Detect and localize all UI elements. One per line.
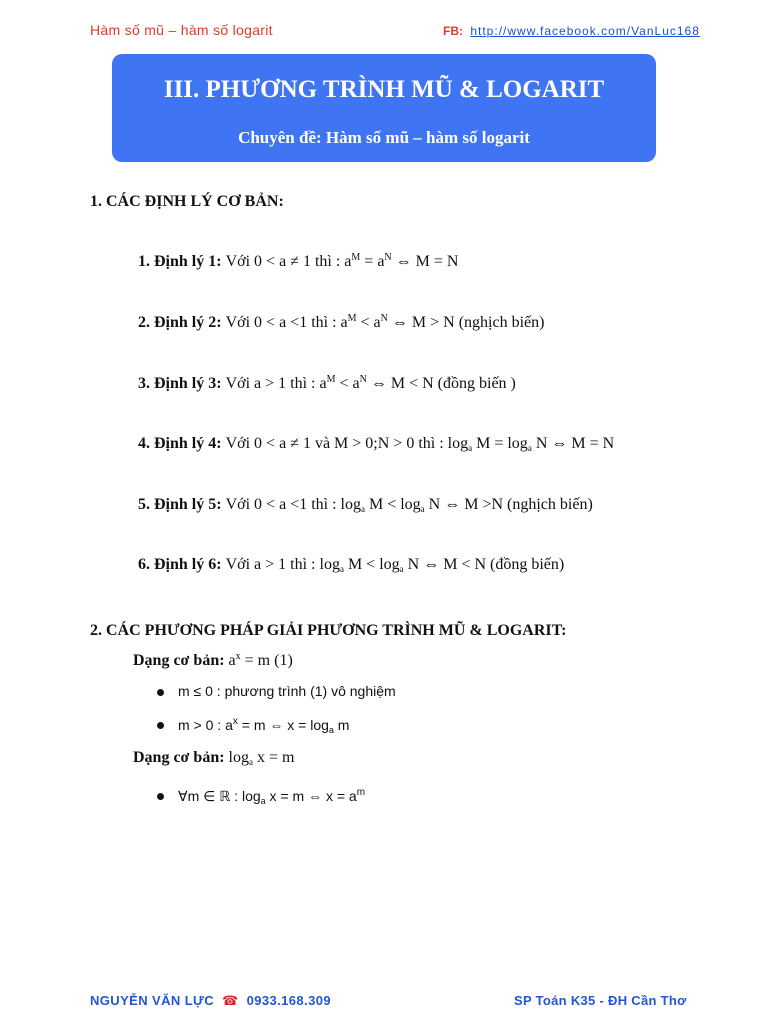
- page-title: III. PHƯƠNG TRÌNH MŨ & LOGARIT: [163, 76, 605, 103]
- theorem-2: [138, 313, 544, 332]
- footer-school: SP Toán K35 - ĐH Cần Thơ: [514, 993, 687, 1008]
- theorem-5: [138, 496, 593, 514]
- form1-label: Dạng cơ bản:: [133, 652, 225, 669]
- bullet-text: m > 0 : $a^x = m$ ⇔ $x = \log_a m$: [178, 716, 350, 735]
- theorem-label: 2. Định lý 2:: [138, 314, 226, 331]
- author-name: NGUYỄN VĂN LỰC: [90, 993, 215, 1008]
- theorem-statement: Với a > 1 thì : $a^M < a^N$ ⇔ M < N (đồng biến ): [225, 374, 516, 392]
- theorem-statement: Với 0 < a ≠ 1 và M > 0;N > 0 thì : $\log_a M = \log_a N$ ⇔ M = N: [225, 435, 615, 453]
- theorem-label: 6. Định lý 6:: [138, 556, 226, 573]
- bullet-text: m ≤ 0 : phương trình (1) vô nghiệm: [178, 683, 396, 699]
- section-1-heading: 1. CÁC ĐỊNH LÝ CƠ BẢN:: [90, 193, 284, 210]
- form1-row: [133, 651, 293, 670]
- form2-equation: $\log_a x = m$: [228, 749, 295, 767]
- theorem-1: [138, 252, 458, 271]
- section-2-heading: 2. CÁC PHƯƠNG PHÁP GIẢI PHƯƠNG TRÌNH MŨ & LOGARIT:: [90, 622, 567, 639]
- theorem-label: 3. Định lý 3:: [138, 375, 226, 392]
- bullet-dot-icon: [157, 689, 164, 696]
- theorem-6: [138, 556, 564, 574]
- header-title: Hàm số mũ – hàm số logarit: [90, 22, 273, 38]
- facebook-link[interactable]: http://www.facebook.com/VanLuc168: [470, 24, 700, 38]
- bullet-text: ∀m ∈ ℝ : $\log_a x = m$ ⇔ $x = a^m$: [178, 787, 366, 806]
- theorem-statement: Với 0 < a <1 thì : $\log_a M < \log_a N$ ⇔ M >N (nghịch biến): [225, 496, 593, 514]
- bullet-dot-icon: [157, 793, 164, 800]
- theorem-4: [138, 435, 614, 453]
- theorem-statement: Với 0 < a <1 thì : $a^M < a^N$ ⇔ M > N (nghịch biến): [225, 313, 545, 331]
- telephone-icon: ☎: [222, 993, 239, 1008]
- fb-label: FB:: [443, 24, 463, 38]
- theorem-statement: Với a > 1 thì : $\log_a M < \log_a N$ ⇔ M < N (đồng biến): [225, 556, 565, 574]
- footer-author: [90, 993, 331, 1009]
- bullet-dot-icon: [157, 722, 164, 729]
- theorem-label: 5. Định lý 5:: [138, 496, 226, 513]
- theorem-label: 4. Định lý 4:: [138, 435, 226, 452]
- theorem-statement: Với 0 < a ≠ 1 thì : $a^M = a^N$ ⇔ M = N: [225, 252, 459, 270]
- form1-equation: $a^x = m$ (1): [228, 651, 293, 669]
- header-facebook: [443, 24, 700, 38]
- theorem-3: [138, 374, 516, 393]
- title-banner: [112, 54, 656, 162]
- theorem-label: 1. Định lý 1:: [138, 253, 226, 270]
- form2-label: Dạng cơ bản:: [133, 749, 225, 766]
- form2-row: [133, 749, 294, 767]
- author-phone: 0933.168.309: [246, 993, 331, 1008]
- page-subtitle: Chuyên đề: Hàm số mũ – hàm số logarit: [238, 128, 530, 147]
